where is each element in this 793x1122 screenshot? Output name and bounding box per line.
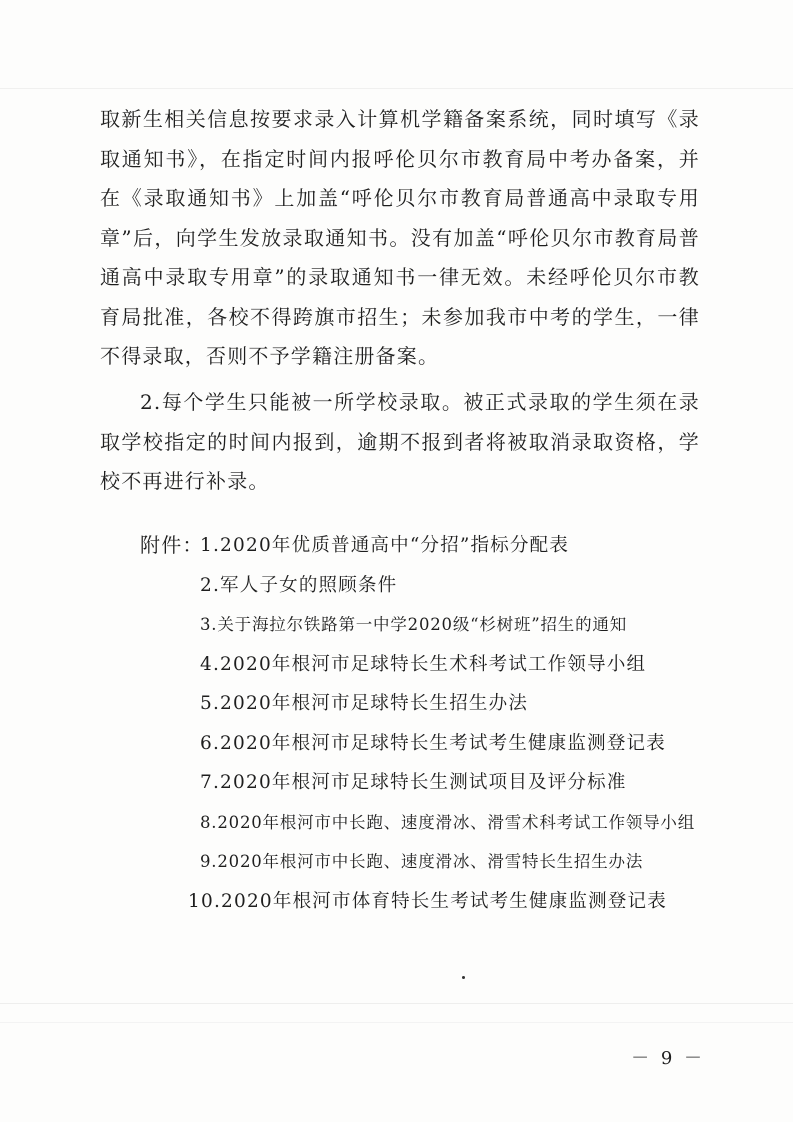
scan-artifact-line bbox=[0, 88, 793, 89]
scan-artifact-line bbox=[0, 1022, 793, 1023]
scan-artifact-line bbox=[0, 1003, 793, 1004]
body-paragraph-2: 2.每个学生只能被一所学校录取。被正式录取的学生须在录取学校指定的时间内报到，逾期不报到者将被取消录取资格，学校不再进行补录。 bbox=[100, 390, 700, 493]
attachment-item: 5.2020年根河市足球特长生招生办法 bbox=[200, 693, 529, 714]
attachment-item: 3.关于海拉尔铁路第一中学2020级“杉树班”招生的通知 bbox=[200, 615, 628, 634]
attachment-item: 9.2020年根河市中长跑、速度滑冰、滑雪特长生招生办法 bbox=[200, 852, 644, 871]
attachment-item: 1.2020年优质普通高中“分招”指标分配表 bbox=[200, 535, 570, 556]
attachment-item: 10.2020年根河市体育特长生考试考生健康监测登记表 bbox=[188, 890, 667, 912]
attachment-item: 8.2020年根河市中长跑、速度滑冰、滑雪术科考试工作领导小组 bbox=[200, 812, 696, 832]
body-paragraph-1: 取新生相关信息按要求录入计算机学籍备案系统，同时填写《录取通知书》，在指定时间内报呼伦贝尔市教育局中考办备案，并在《录取通知书》上加盖“呼伦贝尔市教育局普通高中录取专用章”后，向学生发放录取通知书。没有加盖“呼伦贝尔市教育局普通高中录取专用章”的录取通知书一律无效。未经呼伦贝尔市教育局批准，各校不得跨旗市招生；未参加我市中考的学生，一律不得录取，否则不予学籍注册备案。 bbox=[100, 107, 700, 368]
attachments-list bbox=[188, 526, 720, 921]
attachment-item: 4.2020年根河市足球特长生术科考试工作领导小组 bbox=[200, 653, 647, 675]
attachment-item: 2.军人子女的照顾条件 bbox=[200, 574, 398, 596]
page-number: － 9 － bbox=[631, 1048, 705, 1069]
scan-speck bbox=[462, 976, 465, 979]
attachments-label: 附件： bbox=[140, 533, 204, 557]
attachment-item: 7.2020年根河市足球特长生测试项目及评分标准 bbox=[200, 772, 627, 793]
attachment-item: 6.2020年根河市足球特长生考试考生健康监测登记表 bbox=[200, 732, 666, 754]
